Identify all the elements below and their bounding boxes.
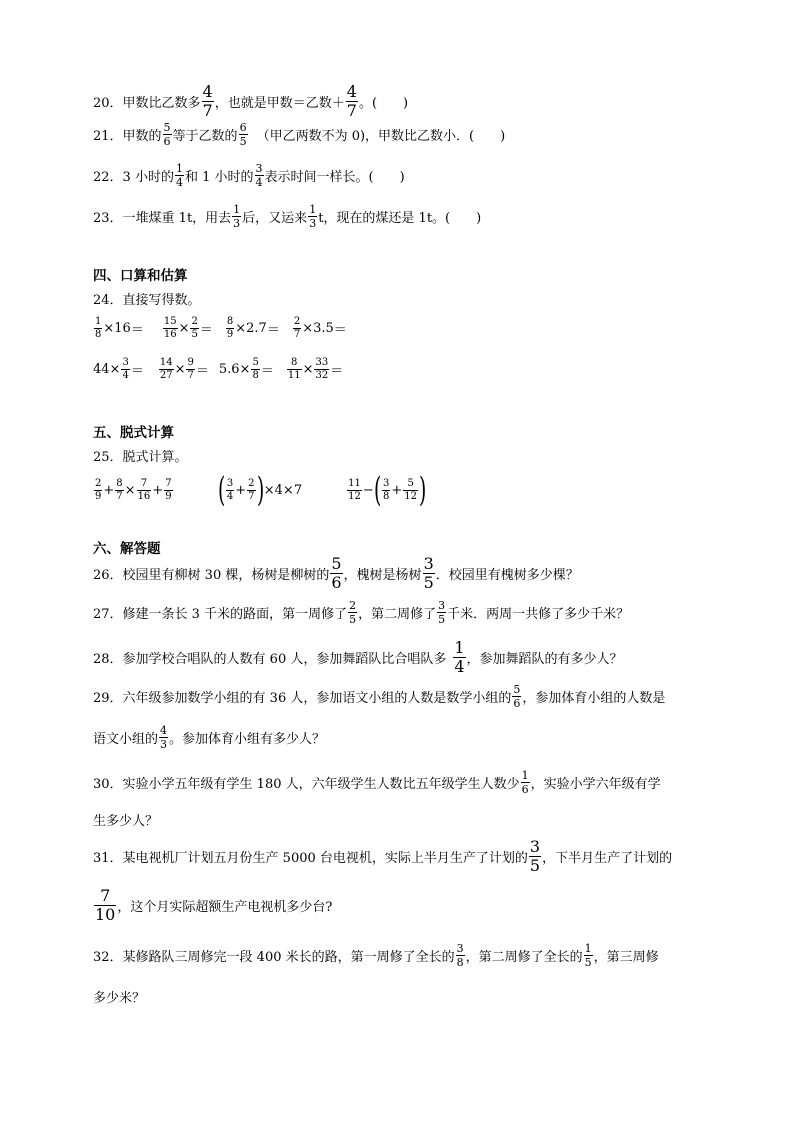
question-30-line-1 <box>93 770 661 795</box>
q24-r2-a-head: 44× <box>93 362 121 377</box>
q25-e2-f1: $\frac{3}{4}$ <box>226 477 234 502</box>
q24-r2-b1-fraction: $\frac{14}{27}$ <box>159 357 173 381</box>
q25-e1-f2: $\frac{8}{7}$ <box>116 477 123 502</box>
q21-text-a: 21．甲数的 <box>93 129 162 144</box>
q31-text-c: ，这个月实际超额生产电视机多少台? <box>117 900 333 915</box>
section-6-heading: 六、解答题 <box>93 541 161 557</box>
q24-r2-c-eq: ＝ <box>260 364 274 379</box>
q24-r1-a-fraction: $\frac{1}{8}$ <box>95 316 102 340</box>
q32-fraction-1: $\frac{3}{8}$ <box>456 942 464 969</box>
q32-text-d: 多少米？ <box>93 991 146 1006</box>
q32-text-c: ，第三周修 <box>593 950 659 965</box>
q21-text-c[interactable]: （甲乙两数不为 0)，甲数比乙数小．( ) <box>256 129 506 144</box>
q20-answer-paren[interactable]: 。( ) <box>358 96 409 111</box>
q29-text-a: 29．六年级参加数学小组的有 36 人，参加语文小组的人数是数学小组的 <box>93 691 512 706</box>
question-30-line-2 <box>93 810 158 829</box>
q28-fraction-1: $\frac{1}{4}$ <box>454 638 465 676</box>
q24-r1-b2-fraction: $\frac{2}{5}$ <box>191 316 198 340</box>
q29-text-d: 。参加体育小组有多少人？ <box>169 732 326 747</box>
q22-text-c[interactable]: 表示时间一样长。( ) <box>264 170 405 185</box>
q24-r1-a-tail: ×16 <box>103 321 131 336</box>
q24-r1-b1-fraction: $\frac{15}{16}$ <box>163 316 177 340</box>
q24-r2-a-eq: ＝ <box>130 364 144 379</box>
q25-e3-plus: + <box>391 482 403 498</box>
q27-text-c: 千米．两周一共修了多少千米？ <box>447 607 630 622</box>
question-32-line-2 <box>93 987 145 1006</box>
q23-fraction-2: $\frac{1}{3}$ <box>309 203 317 230</box>
q24-r2-d-times: × <box>302 362 314 377</box>
q28-text-a: 28．参加学校合唱队的人数有 60 人，参加舞蹈队比合唱队多 <box>93 652 447 667</box>
q25-e3-rparen: ) <box>419 470 427 510</box>
q25-e1-f3: $\frac{7}{16}$ <box>137 477 151 502</box>
q21-fraction-1: $\frac{5}{6}$ <box>163 121 171 148</box>
q32-text-b: ，第二周修了全长的 <box>465 950 583 965</box>
q25-e3-f3: $\frac{5}{12}$ <box>404 477 418 502</box>
q23-text-a: 23．一堆煤重 1t，用去 <box>93 211 232 226</box>
q25-e1-plus: + <box>103 482 115 498</box>
section-4-heading: 四、口算和估算 <box>93 268 188 284</box>
q24-r2-a-fraction: $\frac{3}{4}$ <box>122 357 129 381</box>
question-32-line-1 <box>93 943 659 968</box>
q23-text-b: 后，又运来 <box>242 211 308 226</box>
q24-r1-d-tail: ×3.5 <box>302 321 334 336</box>
q24-r1-b-times: × <box>178 321 190 336</box>
q25-e2-tail: ×4×7 <box>263 482 303 498</box>
q25-e1-f4: $\frac{7}{9}$ <box>165 477 172 502</box>
q24-r2-b-eq: ＝ <box>195 364 209 379</box>
q24-r2-c-head: 5.6× <box>218 362 251 377</box>
q22-fraction-2: $\frac{3}{4}$ <box>255 162 263 189</box>
q21-fraction-2: $\frac{6}{5}$ <box>239 121 247 148</box>
question-29-line-2 <box>93 725 325 750</box>
q26-fraction-1: $\frac{5}{6}$ <box>331 554 342 592</box>
q27-fraction-2: $\frac{3}{5}$ <box>438 599 446 626</box>
q24-r2-d2-fraction: $\frac{33}{32}$ <box>315 357 329 381</box>
q32-fraction-2: $\frac{1}{5}$ <box>584 942 592 969</box>
q27-text-b: ，第二周修了 <box>358 607 437 622</box>
q26-fraction-2: $\frac{3}{5}$ <box>423 554 434 592</box>
q22-text-a: 22．3 小时的 <box>93 170 174 185</box>
q27-fraction-1: $\frac{2}{5}$ <box>349 599 357 626</box>
q31-text-b: ，下半月生产了计划的 <box>542 851 673 866</box>
q30-text-a: 30．实验小学五年级有学生 180 人，六年级学生人数比五年级学生人数少 <box>93 777 520 792</box>
q28-text-b: ，参加舞蹈队的有多少人？ <box>466 652 623 667</box>
q25-e1-times: × <box>124 482 136 498</box>
q27-text-a: 27．修建一条长 3 千米的路面，第一周修了 <box>93 607 348 622</box>
q24-r1-d-fraction: $\frac{2}{7}$ <box>293 316 301 340</box>
q24-r1-c-eq: ＝ <box>266 323 280 338</box>
q25-title-text: 25．脱式计算。 <box>93 450 188 465</box>
question-31-line-1 <box>93 839 672 874</box>
q20-fraction-1: $\frac{4}{7}$ <box>202 82 213 120</box>
question-22 <box>93 163 405 188</box>
q24-r1-c-fraction: $\frac{8}{9}$ <box>226 316 234 340</box>
question-21 <box>93 122 505 147</box>
section-5-heading: 五、脱式计算 <box>93 425 174 441</box>
q24-r2-d-eq: ＝ <box>330 364 344 379</box>
q26-text-a: 26．校园里有柳树 30 棵，杨树是柳树的 <box>93 568 330 583</box>
q24-r1-b-eq: ＝ <box>199 323 213 338</box>
question-31-line-2 <box>93 888 332 923</box>
q20-fraction-2: $\frac{4}{7}$ <box>346 82 357 120</box>
q25-e2-f2: $\frac{2}{7}$ <box>248 477 255 502</box>
q24-row-1 <box>93 317 347 340</box>
q24-r2-b-times: × <box>174 362 186 377</box>
q31-fraction-1: $\frac{3}{5}$ <box>529 837 541 875</box>
q25-e3-minus: − <box>362 482 374 498</box>
q29-fraction-1: $\frac{5}{6}$ <box>513 683 521 710</box>
q24-r2-d1-fraction: $\frac{8}{11}$ <box>287 357 301 381</box>
q24-r2-b2-fraction: $\frac{9}{7}$ <box>187 357 194 381</box>
q23-text-c[interactable]: t，现在的煤还是 1t。( ) <box>318 211 482 226</box>
q22-text-b: 和 1 小时的 <box>184 170 254 185</box>
q26-text-b: ，槐树是杨树 <box>343 568 422 583</box>
q25-e3-f2: $\frac{3}{8}$ <box>383 477 390 502</box>
q25-e1-f1: $\frac{2}{9}$ <box>95 477 102 502</box>
q23-fraction-1: $\frac{1}{3}$ <box>233 203 241 230</box>
q24-r2-c-fraction: $\frac{5}{8}$ <box>252 357 259 381</box>
q25-e1-plus-2: + <box>152 482 164 498</box>
q24-row-2 <box>93 358 343 381</box>
q31-text-a: 31．某电视机厂计划五月份生产 5000 台电视机，实际上半月生产了计划的 <box>93 851 528 866</box>
q25-expressions <box>93 470 427 510</box>
q20-text-b: ，也就是甲数＝乙数＋ <box>214 96 345 111</box>
q30-fraction-1: $\frac{1}{6}$ <box>521 769 529 796</box>
q24-r1-a-eq: ＝ <box>130 323 144 338</box>
q24-r1-c-tail: ×2.7 <box>235 321 267 336</box>
q29-fraction-2: $\frac{4}{3}$ <box>160 724 168 751</box>
q22-fraction-1: $\frac{1}{4}$ <box>175 162 183 189</box>
q24-title <box>93 289 201 308</box>
q30-text-c: 生多少人？ <box>93 814 159 829</box>
q32-text-a: 32．某修路队三周修完一段 400 米长的路，第一周修了全长的 <box>93 950 455 965</box>
question-23 <box>93 204 481 229</box>
q25-e2-rparen: ) <box>256 470 264 510</box>
q29-text-b: ，参加体育小组的人数是 <box>522 691 666 706</box>
q25-e2-lparen: ( <box>217 470 225 510</box>
q31-fraction-2: $\frac{7}{10}$ <box>95 886 116 924</box>
q25-title <box>93 446 188 465</box>
question-28 <box>93 640 623 675</box>
q24-r1-d-eq: ＝ <box>333 323 347 338</box>
q25-e2-plus: + <box>235 482 247 498</box>
q21-text-b: 等于乙数的 <box>172 129 238 144</box>
q30-text-b: ，实验小学六年级有学 <box>530 777 661 792</box>
question-29-line-1 <box>93 684 665 709</box>
q25-e3-f1: $\frac{11}{12}$ <box>348 477 361 502</box>
question-27 <box>93 600 629 625</box>
q24-title-text: 24．直接写得数。 <box>93 293 201 308</box>
q26-text-c: ．校园里有槐树多少棵？ <box>435 568 579 583</box>
q20-text-a: 20．甲数比乙数多 <box>93 96 201 111</box>
question-26 <box>93 556 579 591</box>
question-20 <box>93 84 408 119</box>
q29-text-c: 语文小组的 <box>93 732 159 747</box>
q25-e3-lparen: ( <box>373 470 382 510</box>
